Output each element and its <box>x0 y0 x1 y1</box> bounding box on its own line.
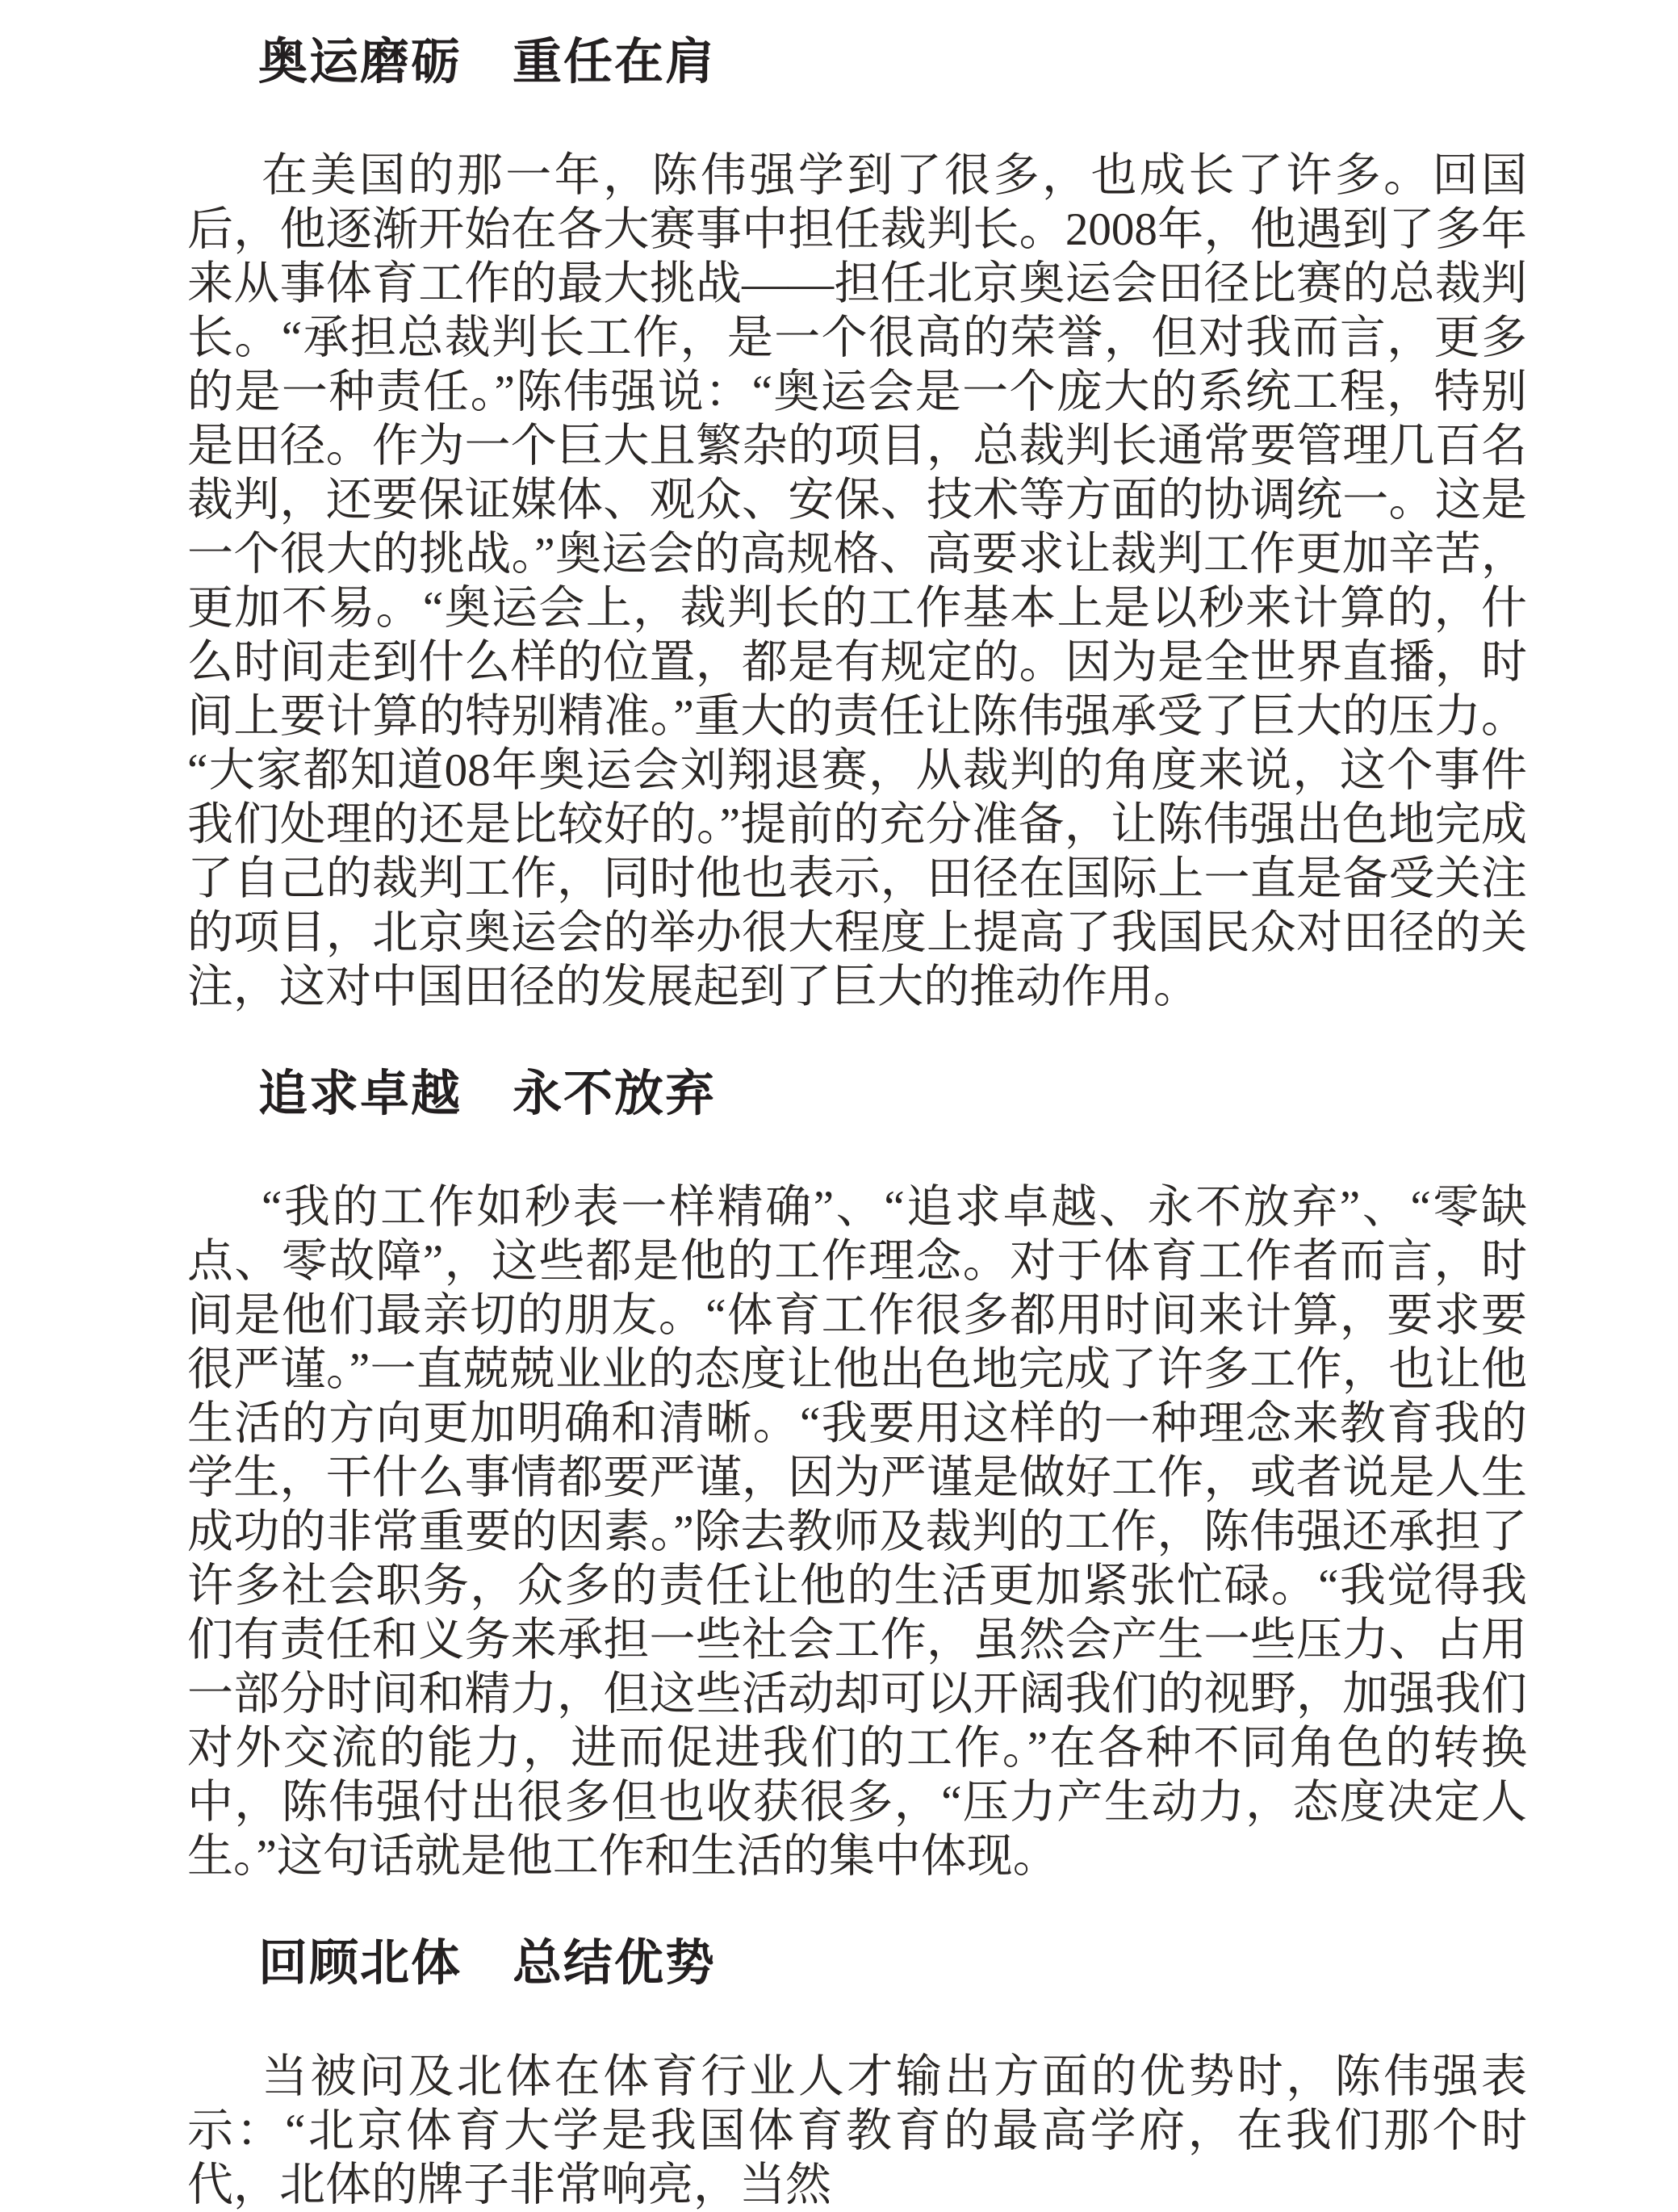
text-column <box>187 0 1527 2212</box>
section-paragraph-excellence: “我的工作如秒表一样精确”、“追求卓越、永不放弃”、“零缺点、零故障”，这些都是他的工作理念。对于体育工作者而言，时间是他们最亲切的朋友。“体育工作很多都用时间来计算，要求要很严谨。”一直兢兢业业的态度让他出色地完成了许多工作，也让他生活的方向更加明确和清晰。“我要用这样的一种理念来教育我的学生，干什么事情都要严谨，因为严谨是做好工作，或者说是人生成功的非常重要的因素。”除去教师及裁判的工作，陈伟强还承担了许多社会职务，众多的责任让他的生活更加紧张忙碌。“我觉得我们有责任和义务来承担一些社会工作，虽然会产生一些压力、占用一部分时间和精力，但这些活动却可以开阔我们的视野，加强我们对外交流的能力，进而促进我们的工作。”在各种不同角色的转换中，陈伟强付出很多但也收获很多，“压力产生动力，态度决定人生。”这句话就是他工作和生活的集中体现。 <box>187 1182 1527 1882</box>
section-paragraph-olympics: 在美国的那一年，陈伟强学到了很多，也成长了许多。回国后，他逐渐开始在各大赛事中担任裁判长。2008年，他遇到了多年来从事体育工作的最大挑战——担任北京奥运会田径比赛的总裁判长。“承担总裁判长工作，是一个很高的荣誉，但对我而言，更多的是一种责任。”陈伟强说：“奥运会是一个庞大的系统工程，特别是田径。作为一个巨大且繁杂的项目，总裁判长通常要管理几百名裁判，还要保证媒体、观众、安保、技术等方面的协调统一。这是一个很大的挑战。”奥运会的高规格、高要求让裁判工作更加辛苦，更加不易。“奥运会上，裁判长的工作基本上是以秒来计算的，什么时间走到什么样的位置，都是有规定的。因为是全世界直播，时间上要计算的特别精准。”重大的责任让陈伟强承受了巨大的压力。“大家都知道08年奥运会刘翔退赛，从裁判的角度来说，这个事件我们处理的还是比较好的。”提前的充分准备，让陈伟强出色地完成了自己的裁判工作，同时他也表示，田径在国际上一直是备受关注的项目，北京奥运会的举办很大程度上提高了我国民众对田径的关注，这对中国田径的发展起到了巨大的推动作用。 <box>187 150 1527 1012</box>
section-heading-excellence: 追求卓越 永不放弃 <box>258 1066 717 1121</box>
section-paragraph-bsu-review: 当被问及北体在体育行业人才输出方面的优势时，陈伟强表示：“北京体育大学是我国体育教育的最高学府，在我们那个时代，北体的牌子非常响亮，当然 <box>187 2051 1527 2210</box>
section-heading-bsu-review: 回顾北体 总结优势 <box>258 1935 717 1990</box>
section-heading-olympics: 奥运磨砺 重任在肩 <box>258 34 717 89</box>
